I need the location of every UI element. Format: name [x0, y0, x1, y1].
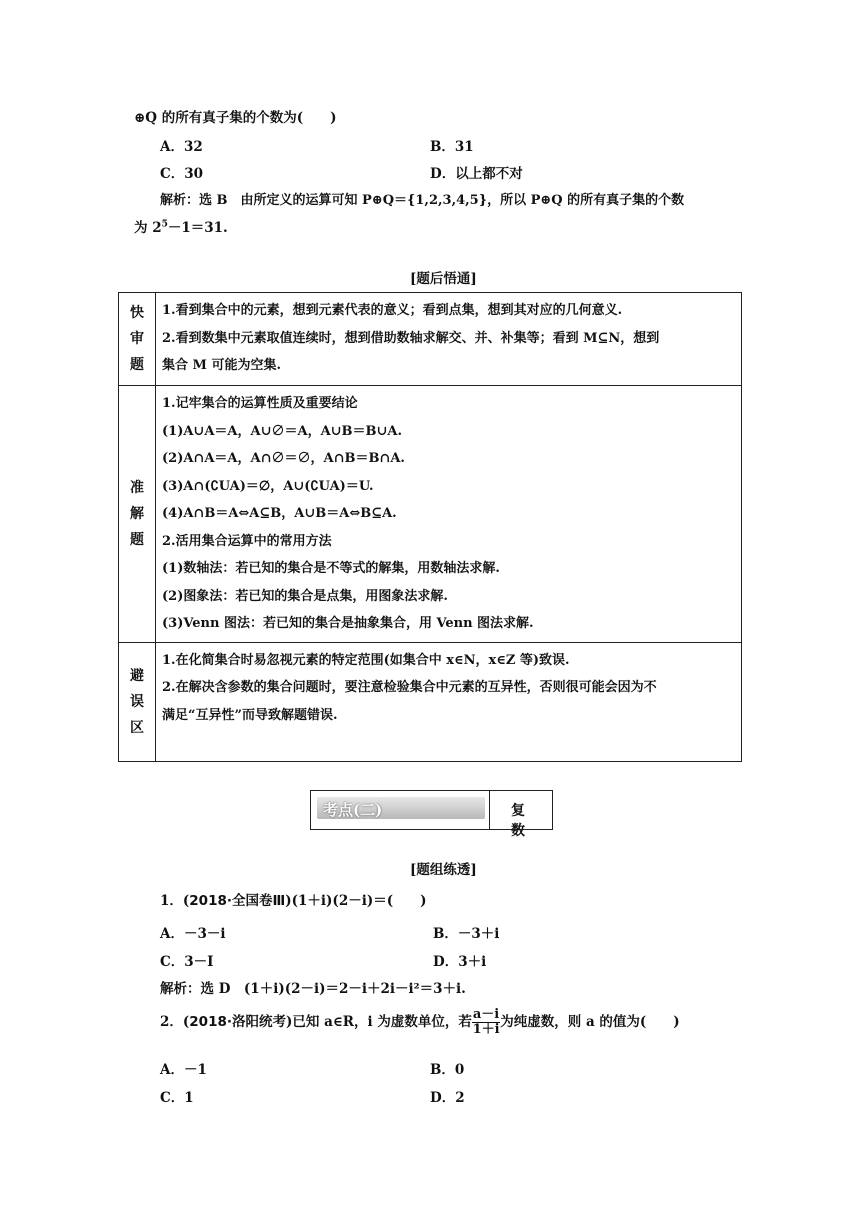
q1-analysis-line2: 为 $2^5-1=31$. [134, 219, 228, 236]
tips-line: 集合 M 可能为空集. [162, 358, 281, 373]
p2-option-a: A．－1 [160, 1062, 207, 1078]
tips-line: (1)数轴法：若已知的集合是不等式的解集，用数轴法求解. [162, 561, 500, 576]
tips-line: 满足“互异性”而导致解题错误. [162, 707, 338, 723]
kaodian-badge-text: 考点(二) [323, 801, 383, 819]
tips-line: 1.看到集合中的元素，想到元素代表的意义；看到点集，想到其对应的几何意义. [162, 303, 623, 318]
tips-body-biwuqu [156, 642, 742, 761]
p2-stem: 2．(2018·洛阳统考)已知 a∈R，i 为虚数单位，若 $\frac{a-i}{1+i}$ 为纯虚数，则 a 的值为( ) [160, 1007, 680, 1037]
tips-body-zhunjieti [156, 386, 742, 643]
tips-line: 1.记牢集合的运算性质及重要结论 [162, 396, 358, 411]
tips-line: (3)A∩(∁UA)＝∅，A∪(∁UA)＝U. [162, 478, 374, 494]
tips-label-text: 准 解 题 [130, 479, 144, 548]
q1-option-a: A．32 [160, 139, 203, 155]
p2-option-b: B．0 [430, 1062, 465, 1078]
q1-option-c: C．30 [160, 166, 204, 182]
p1-option-b: B．－3＋i [433, 926, 500, 942]
tips-label-biwuqu [119, 642, 156, 761]
q1-option-d: D．以上都不对 [430, 166, 523, 182]
p1-option-c: C．3－I [160, 954, 214, 970]
p1-option-a: A．－3－i [160, 926, 226, 942]
tips-label-zhunjieti [119, 386, 156, 643]
tips-row-kuaishenti [119, 293, 742, 386]
tips-line: 2.看到数集中元素取值连续时，想到借助数轴求解交、并、补集等；看到 M⊆N，想到 [162, 330, 660, 346]
kaodian-box [310, 790, 553, 839]
tips-body-kuaishenti [156, 293, 742, 386]
kaodian-badge [317, 797, 485, 819]
tips-table [118, 292, 742, 762]
p1-analysis: 解析：选 D (1＋i)(2－i)＝2－i＋2i－i²＝3＋i. [160, 981, 466, 997]
tips-row-biwuqu [119, 642, 742, 761]
tips-line: (2)图象法：若已知的集合是点集，用图象法求解. [162, 588, 448, 604]
q1-analysis-line1: 解析：选 B 由所定义的运算可知 P⊕Q＝{1,2,3,4,5}，所以 P⊕Q 的所有真子集的个数 [160, 193, 685, 208]
kaodian-divider [489, 791, 490, 829]
p1-option-d: D．3＋i [433, 954, 487, 970]
tips-line: 1.在化简集合时易忽视元素的特定范围(如集合中 x∈N，x∈Z 等)致误. [162, 652, 570, 668]
practice-heading: [题组练透] [410, 862, 477, 878]
tips-line: (1)A∪A＝A，A∪∅＝A，A∪B＝B∪A. [162, 423, 403, 439]
tips-label-text: 快 审 题 [130, 305, 144, 373]
p2-option-c: C．1 [160, 1090, 194, 1106]
tips-row-zhunjieti [119, 386, 742, 643]
kaodian-title: 复 数 [511, 803, 551, 839]
tips-line: 2.在解决含参数的集合问题时，要注意检验集合中元素的互异性，否则很可能会因为不 [162, 680, 657, 695]
tips-line: (3)Venn 图法：若已知的集合是抽象集合，用 Venn 图法求解. [162, 616, 534, 631]
p1-stem: 1．(2018·全国卷Ⅲ)(1＋i)(2－i)＝( ) [160, 893, 427, 909]
tips-line: (4)A∩B＝A⇔A⊆B，A∪B＝A⇔B⊆A. [162, 506, 397, 521]
q1-option-b: B．31 [430, 139, 474, 155]
q1-stem: ⊕Q 的所有真子集的个数为( ) [134, 110, 337, 126]
tips-line: 2.活用集合运算中的常用方法 [162, 533, 332, 549]
tips-label-text: 避 误 区 [130, 667, 144, 736]
p2-option-d: D．2 [430, 1090, 465, 1106]
p2-fraction: $\frac{a-i}{1+i}$ [472, 1007, 500, 1037]
tips-line: (2)A∩A＝A，A∩∅＝∅，A∩B＝B∩A. [162, 451, 405, 466]
tips-heading: [题后悟通] [410, 271, 477, 287]
tips-label-kuaishenti [119, 293, 156, 386]
